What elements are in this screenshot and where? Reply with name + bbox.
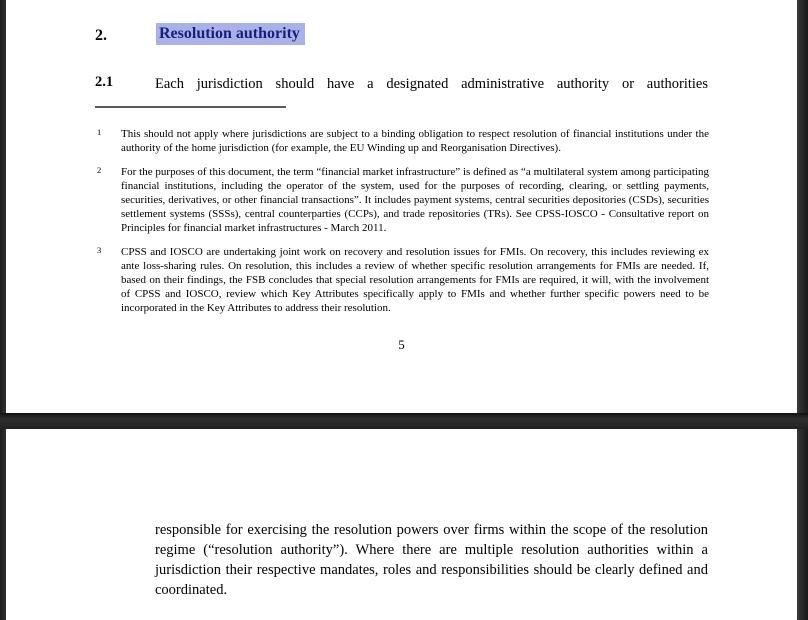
document-page-6 bbox=[6, 429, 797, 620]
paragraph-number: 2.1 bbox=[95, 74, 114, 90]
section-heading bbox=[156, 25, 305, 43]
viewer-right-edge bbox=[797, 0, 808, 620]
highlighted-heading-text[interactable]: Resolution authority bbox=[156, 23, 305, 45]
footnote-2-text: For the purposes of this document, the term “financial market infrastructure” is defined as “a multilateral system among participating financial institutions, including the operator of the system, used for the purposes of recording, clearing, or settling payments, securities, derivatives, or other financial transactions”. It includes payment systems, central securities depositories (CSDs), securities settlement systems (SSSs), central counterparties (CCPs), and trade repositories (TRs). See CPSS-IOSCO - Consultative report on Principles for financial market infrastructures - March 2011. bbox=[121, 166, 709, 234]
document-page-5 bbox=[6, 0, 797, 413]
footnote-2 bbox=[95, 165, 709, 235]
page-gap-background bbox=[0, 413, 808, 429]
footnote-3 bbox=[95, 245, 709, 315]
page-number: 5 bbox=[398, 337, 405, 352]
footnote-1-text: This should not apply where jurisdictions are subject to a binding obligation to respect resolution of financial institutions under the authority of the home jurisdiction (for example, the EU Winding up and Reorganisation Directives). bbox=[121, 128, 709, 154]
footnote-3-number: 3 bbox=[97, 245, 102, 255]
footnote-3-text: CPSS and IOSCO are undertaking joint work on recovery and resolution issues for FMIs. On recovery, this includes reviewing ex ante loss-sharing rules. On resolution, this includes a review of whether specific resolution arrangements for FMIs are needed. If, based on their findings, the FSB concludes that special resolution arrangements for FMIs are required, it will, with the involvement of CPSS and IOSCO, review which Key Attributes specifically apply to FMIs and whether further specific powers need to be incorporated in the Key Attributes to address their resolution. bbox=[121, 246, 709, 314]
footnote-2-number: 2 bbox=[97, 165, 102, 175]
continuation-paragraph: responsible for exercising the resolution powers over firms within the scope of the resolution regime (“resolution authority”). Where there are multiple resolution authorities within a jurisdiction their respective mandates, roles and responsibilities should be clearly defined and coordinated. bbox=[155, 522, 708, 598]
footnote-1 bbox=[95, 127, 709, 155]
paragraph-2-1-text: Each jurisdiction should have a designated administrative authority or authorities bbox=[155, 76, 708, 92]
heading-number: 2. bbox=[95, 27, 107, 44]
footnote-1-number: 1 bbox=[97, 127, 102, 137]
footnote-separator-rule bbox=[95, 106, 286, 108]
footnotes-block bbox=[95, 127, 709, 325]
